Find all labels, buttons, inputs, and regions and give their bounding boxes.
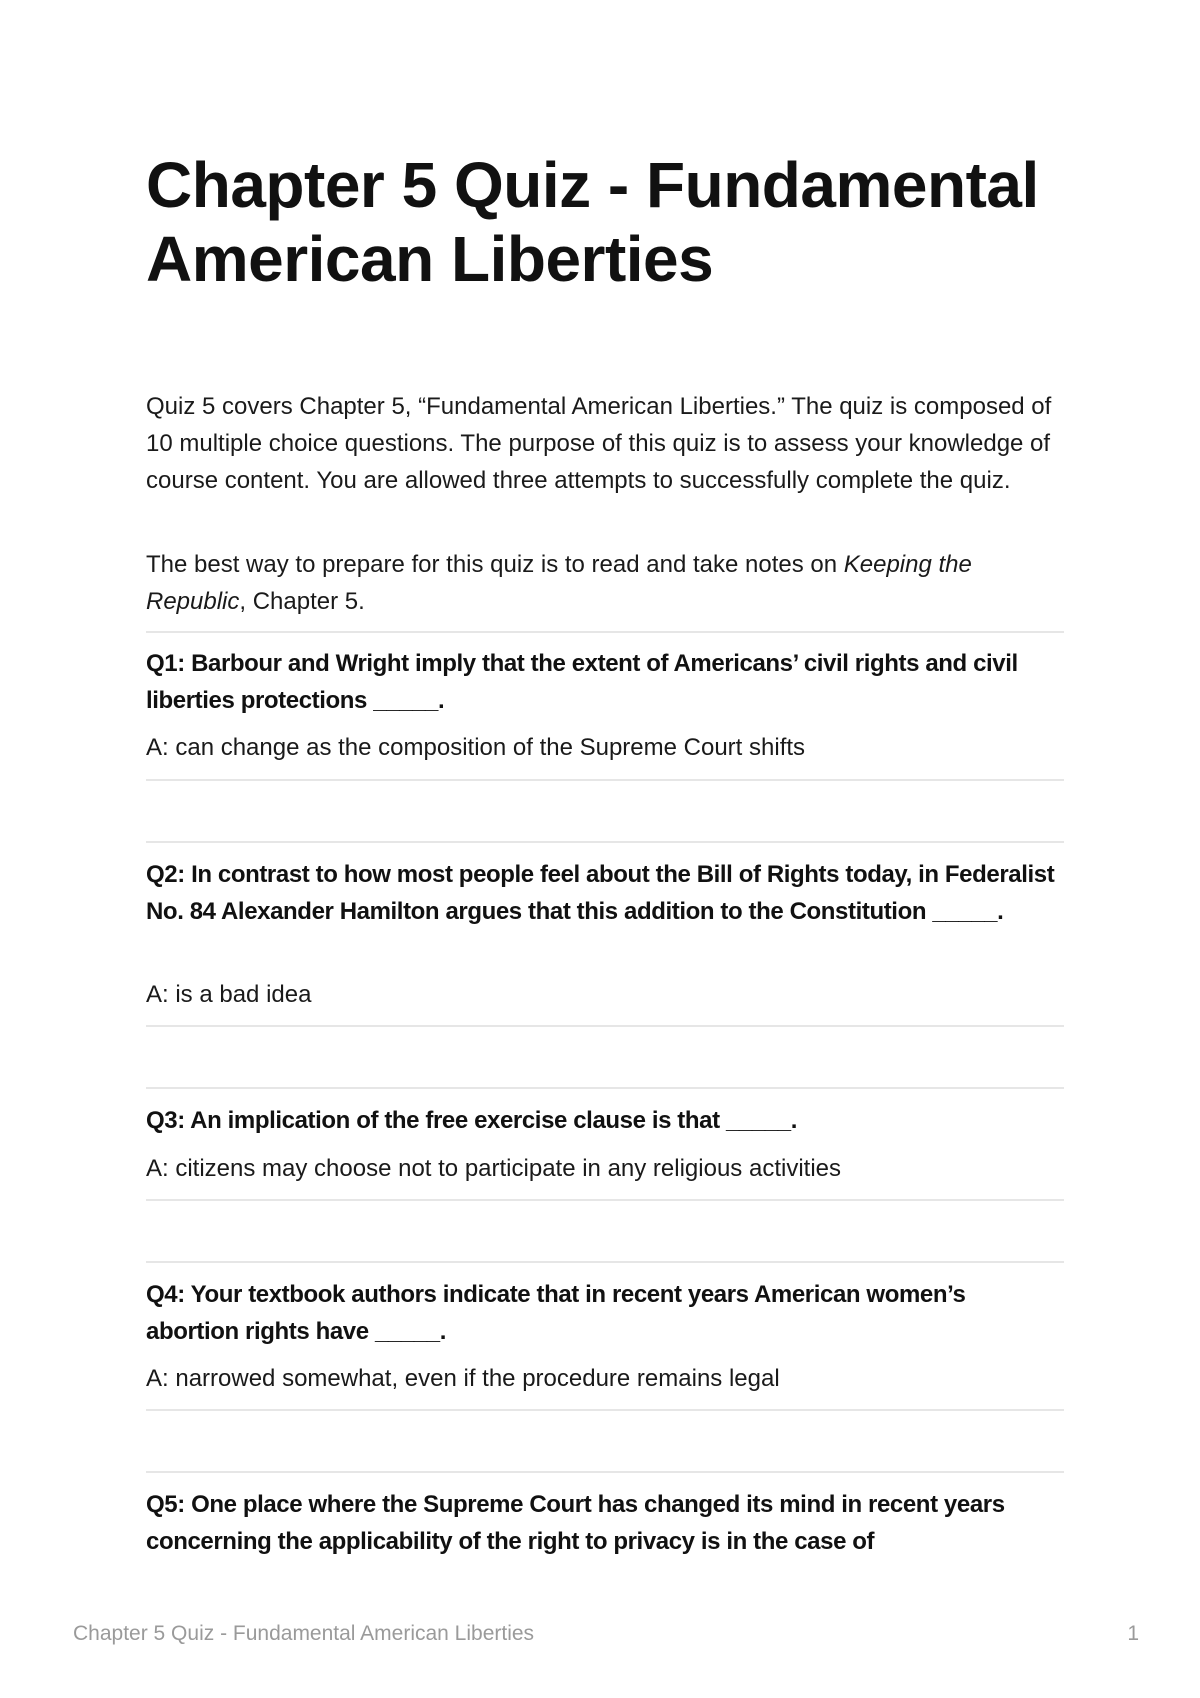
divider (146, 1199, 1064, 1201)
question-5: Q5: One place where the Supreme Court has changed its mind in recent years concerning the applicability of the right to privacy is in the case of (146, 1491, 1005, 1555)
question-4: Q4: Your textbook authors indicate that in recent years American women’s abortion rights have _____. (146, 1281, 966, 1345)
prep-text-after: , Chapter 5. (239, 588, 365, 615)
divider (146, 1261, 1064, 1263)
divider (146, 631, 1064, 633)
divider (146, 1409, 1064, 1411)
question-1: Q1: Barbour and Wright imply that the extent of Americans’ civil rights and civil liberties protections _____. (146, 650, 1018, 714)
answer-2: A: is a bad idea (146, 981, 312, 1008)
book-title: Keeping the Republic (146, 551, 972, 615)
intro-paragraph: Quiz 5 covers Chapter 5, “Fundamental American Liberties.” The quiz is composed of 10 multiple choice questions. The purpose of this quiz is to assess your knowledge of course content. You are allowed three attempts to successfully complete the quiz. (146, 393, 1052, 494)
question-3: Q3: An implication of the free exercise clause is that _____. (146, 1107, 797, 1134)
answer-1: A: can change as the composition of the Supreme Court shifts (146, 734, 806, 761)
question-2: Q2: In contrast to how most people feel about the Bill of Rights today, in Federalist No. 84 Alexander Hamilton argues that this addition to the Constitution _____. (146, 861, 1055, 925)
divider (146, 1471, 1064, 1473)
answer-4: A: narrowed somewhat, even if the procedure remains legal (146, 1365, 780, 1392)
preparation-paragraph (146, 546, 1064, 620)
prep-text-before: The best way to prepare for this quiz is to read and take notes on (146, 551, 844, 578)
page-number: 1 (1127, 1622, 1139, 1645)
page-title: Chapter 5 Quiz - Fundamental American Liberties (146, 149, 1039, 295)
divider (146, 1087, 1064, 1089)
divider (146, 779, 1064, 781)
footer-document-title: Chapter 5 Quiz - Fundamental American Liberties (73, 1622, 535, 1645)
answer-3: A: citizens may choose not to participate in any religious activities (146, 1155, 842, 1182)
divider (146, 1025, 1064, 1027)
divider (146, 841, 1064, 843)
